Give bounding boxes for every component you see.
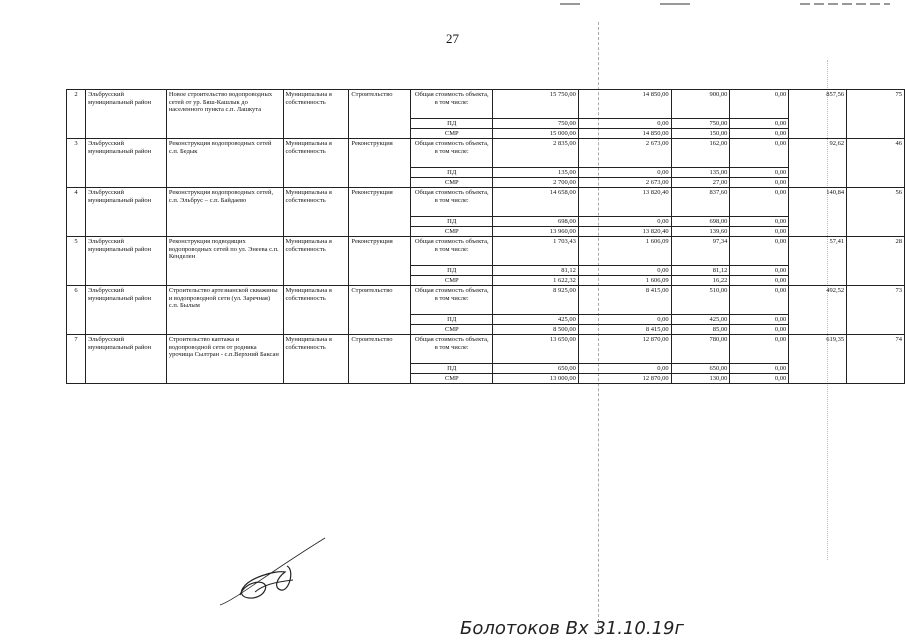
pd-cell: 0,00 bbox=[730, 217, 789, 227]
federal-cost-cell: 12 870,00 bbox=[578, 335, 671, 364]
indicator-cell: 492,52 bbox=[789, 286, 847, 335]
page-number: 27 bbox=[446, 31, 459, 46]
pd-cell: 0,00 bbox=[578, 168, 671, 178]
capacity-cell: 73 bbox=[847, 286, 905, 335]
work-type-cell: Строительство bbox=[349, 286, 411, 335]
regional-cost-cell: 97,34 bbox=[671, 237, 730, 266]
ownership-cell: Муниципальна я собственность bbox=[283, 139, 349, 188]
object-cell: Строительство каптажа и водопроводной сети от родника урочища Сылтран - с.п.Верхний Баксан bbox=[166, 335, 283, 384]
smr-cell: СМР bbox=[411, 227, 493, 237]
object-cell: Реконструкция водопроводных сетей с.п. Бедык bbox=[166, 139, 283, 188]
federal-cost-cell: 14 850,00 bbox=[578, 90, 671, 119]
pd-cell: 0,00 bbox=[578, 364, 671, 374]
federal-cost-cell: 2 673,00 bbox=[578, 139, 671, 168]
indicator-cell: 57,41 bbox=[789, 237, 847, 286]
total-cost-cell: 1 703,43 bbox=[493, 237, 579, 266]
smr-cell: 13 820,40 bbox=[578, 227, 671, 237]
table-row bbox=[67, 188, 905, 217]
smr-cell: 8 500,00 bbox=[493, 325, 579, 335]
table-row bbox=[67, 335, 905, 364]
smr-cell: 0,00 bbox=[730, 325, 789, 335]
smr-cell: 12 870,00 bbox=[578, 374, 671, 384]
pd-cell: 650,00 bbox=[493, 364, 579, 374]
district-cell: Эльбрусский муниципальный район bbox=[85, 139, 166, 188]
local-cost-cell: 0,00 bbox=[730, 286, 789, 315]
pd-cell: 650,00 bbox=[671, 364, 730, 374]
object-cell: Новое строительство водопроводных сетей от ур. Бяш-Кашлык до населенного пункта с.п. Лашкута bbox=[166, 90, 283, 139]
federal-cost-cell: 13 820,40 bbox=[578, 188, 671, 217]
smr-cell: 15 000,00 bbox=[493, 129, 579, 139]
smr-cell: 2 673,00 bbox=[578, 178, 671, 188]
registry-table bbox=[66, 89, 905, 384]
pd-cell: ПД bbox=[411, 119, 493, 129]
smr-cell: 1 622,32 bbox=[493, 276, 579, 286]
capacity-cell: 28 bbox=[847, 237, 905, 286]
pd-cell: 0,00 bbox=[730, 119, 789, 129]
object-cell: Реконструкция водопроводных сетей, с.п. Эльбрус – с.п. Байдаево bbox=[166, 188, 283, 237]
cost-label-cell: Общая стоимость объекта, в том числе: bbox=[411, 286, 493, 315]
ownership-cell: Муниципальна я собственность bbox=[283, 90, 349, 139]
smr-cell: 2 700,00 bbox=[493, 178, 579, 188]
handwritten-note bbox=[460, 612, 790, 640]
smr-cell: СМР bbox=[411, 276, 493, 286]
smr-cell: 0,00 bbox=[730, 227, 789, 237]
pd-cell: 0,00 bbox=[730, 364, 789, 374]
cost-label-cell: Общая стоимость объекта, в том числе: bbox=[411, 188, 493, 217]
object-cell: Реконструкция подводящих водопроводных сетей по ул. Энеева с.п. Кенделен bbox=[166, 237, 283, 286]
object-cell: Строительство артезианской скважины и водопроводной сети (ул. Заречная) с.п. Былым bbox=[166, 286, 283, 335]
pd-cell: ПД bbox=[411, 364, 493, 374]
pd-cell: 81,12 bbox=[493, 266, 579, 276]
district-cell: Эльбрусский муниципальный район bbox=[85, 335, 166, 384]
smr-cell: 8 415,00 bbox=[578, 325, 671, 335]
local-cost-cell: 0,00 bbox=[730, 139, 789, 168]
row-number: 5 bbox=[67, 237, 86, 286]
pd-cell: ПД bbox=[411, 217, 493, 227]
work-type-cell: Реконструкция bbox=[349, 237, 411, 286]
total-cost-cell: 14 658,00 bbox=[493, 188, 579, 217]
smr-cell: СМР bbox=[411, 129, 493, 139]
district-cell: Эльбрусский муниципальный район bbox=[85, 90, 166, 139]
smr-cell: 150,00 bbox=[671, 129, 730, 139]
smr-cell: СМР bbox=[411, 374, 493, 384]
work-type-cell: Реконструкция bbox=[349, 139, 411, 188]
regional-cost-cell: 780,00 bbox=[671, 335, 730, 364]
capacity-cell: 75 bbox=[847, 90, 905, 139]
local-cost-cell: 0,00 bbox=[730, 237, 789, 266]
smr-cell: 1 606,09 bbox=[578, 276, 671, 286]
federal-cost-cell: 8 415,00 bbox=[578, 286, 671, 315]
cost-label-cell: Общая стоимость объекта, в том числе: bbox=[411, 90, 493, 119]
district-cell: Эльбрусский муниципальный район bbox=[85, 188, 166, 237]
smr-cell: 13 960,00 bbox=[493, 227, 579, 237]
pd-cell: 0,00 bbox=[578, 217, 671, 227]
pd-cell: 0,00 bbox=[578, 315, 671, 325]
smr-cell: 0,00 bbox=[730, 374, 789, 384]
row-number: 3 bbox=[67, 139, 86, 188]
total-cost-cell: 2 835,00 bbox=[493, 139, 579, 168]
ownership-cell: Муниципальна я собственность bbox=[283, 335, 349, 384]
capacity-cell: 56 bbox=[847, 188, 905, 237]
table-row bbox=[67, 139, 905, 168]
total-cost-cell: 15 750,00 bbox=[493, 90, 579, 119]
smr-cell: СМР bbox=[411, 325, 493, 335]
pd-cell: 698,00 bbox=[671, 217, 730, 227]
indicator-cell: 857,56 bbox=[789, 90, 847, 139]
indicator-cell: 140,84 bbox=[789, 188, 847, 237]
pd-cell: 0,00 bbox=[578, 119, 671, 129]
row-number: 2 bbox=[67, 90, 86, 139]
indicator-cell: 619,35 bbox=[789, 335, 847, 384]
pd-cell: 81,12 bbox=[671, 266, 730, 276]
indicator-cell: 92,62 bbox=[789, 139, 847, 188]
pd-cell: 0,00 bbox=[578, 266, 671, 276]
pd-cell: 0,00 bbox=[730, 168, 789, 178]
smr-cell: 0,00 bbox=[730, 178, 789, 188]
signature bbox=[215, 530, 335, 610]
regional-cost-cell: 837,60 bbox=[671, 188, 730, 217]
pd-cell: 0,00 bbox=[730, 266, 789, 276]
ownership-cell: Муниципальна я собственность bbox=[283, 237, 349, 286]
total-cost-cell: 8 925,00 bbox=[493, 286, 579, 315]
smr-cell: 139,60 bbox=[671, 227, 730, 237]
table-row bbox=[67, 90, 905, 119]
table-row bbox=[67, 237, 905, 266]
smr-cell: 130,00 bbox=[671, 374, 730, 384]
smr-cell: 16,22 bbox=[671, 276, 730, 286]
smr-cell: 27,00 bbox=[671, 178, 730, 188]
pd-cell: 425,00 bbox=[671, 315, 730, 325]
cost-label-cell: Общая стоимость объекта, в том числе: bbox=[411, 335, 493, 364]
row-number: 6 bbox=[67, 286, 86, 335]
work-type-cell: Строительство bbox=[349, 335, 411, 384]
pd-cell: ПД bbox=[411, 168, 493, 178]
regional-cost-cell: 510,00 bbox=[671, 286, 730, 315]
local-cost-cell: 0,00 bbox=[730, 335, 789, 364]
local-cost-cell: 0,00 bbox=[730, 90, 789, 119]
work-type-cell: Реконструкция bbox=[349, 188, 411, 237]
capacity-cell: 46 bbox=[847, 139, 905, 188]
smr-cell: 0,00 bbox=[730, 129, 789, 139]
pd-cell: 750,00 bbox=[493, 119, 579, 129]
table-row bbox=[67, 286, 905, 315]
ownership-cell: Муниципальна я собственность bbox=[283, 188, 349, 237]
row-number: 4 bbox=[67, 188, 86, 237]
pd-cell: 750,00 bbox=[671, 119, 730, 129]
local-cost-cell: 0,00 bbox=[730, 188, 789, 217]
pd-cell: 135,00 bbox=[671, 168, 730, 178]
smr-cell: 13 000,00 bbox=[493, 374, 579, 384]
pd-cell: 425,00 bbox=[493, 315, 579, 325]
smr-cell: 0,00 bbox=[730, 276, 789, 286]
handwritten-note-text: Болотоков Вх 31.10.19г bbox=[460, 618, 684, 639]
smr-cell: 14 850,00 bbox=[578, 129, 671, 139]
pd-cell: 135,00 bbox=[493, 168, 579, 178]
capacity-cell: 74 bbox=[847, 335, 905, 384]
pd-cell: 0,00 bbox=[730, 315, 789, 325]
pd-cell: 698,00 bbox=[493, 217, 579, 227]
district-cell: Эльбрусский муниципальный район bbox=[85, 237, 166, 286]
ownership-cell: Муниципальна я собственность bbox=[283, 286, 349, 335]
regional-cost-cell: 162,00 bbox=[671, 139, 730, 168]
smr-cell: СМР bbox=[411, 178, 493, 188]
pd-cell: ПД bbox=[411, 315, 493, 325]
smr-cell: 85,00 bbox=[671, 325, 730, 335]
federal-cost-cell: 1 606,09 bbox=[578, 237, 671, 266]
cost-label-cell: Общая стоимость объекта, в том числе: bbox=[411, 237, 493, 266]
total-cost-cell: 13 650,00 bbox=[493, 335, 579, 364]
district-cell: Эльбрусский муниципальный район bbox=[85, 286, 166, 335]
pd-cell: ПД bbox=[411, 266, 493, 276]
work-type-cell: Строительство bbox=[349, 90, 411, 139]
cost-label-cell: Общая стоимость объекта, в том числе: bbox=[411, 139, 493, 168]
regional-cost-cell: 900,00 bbox=[671, 90, 730, 119]
row-number: 7 bbox=[67, 335, 86, 384]
scan-marks bbox=[560, 0, 905, 12]
